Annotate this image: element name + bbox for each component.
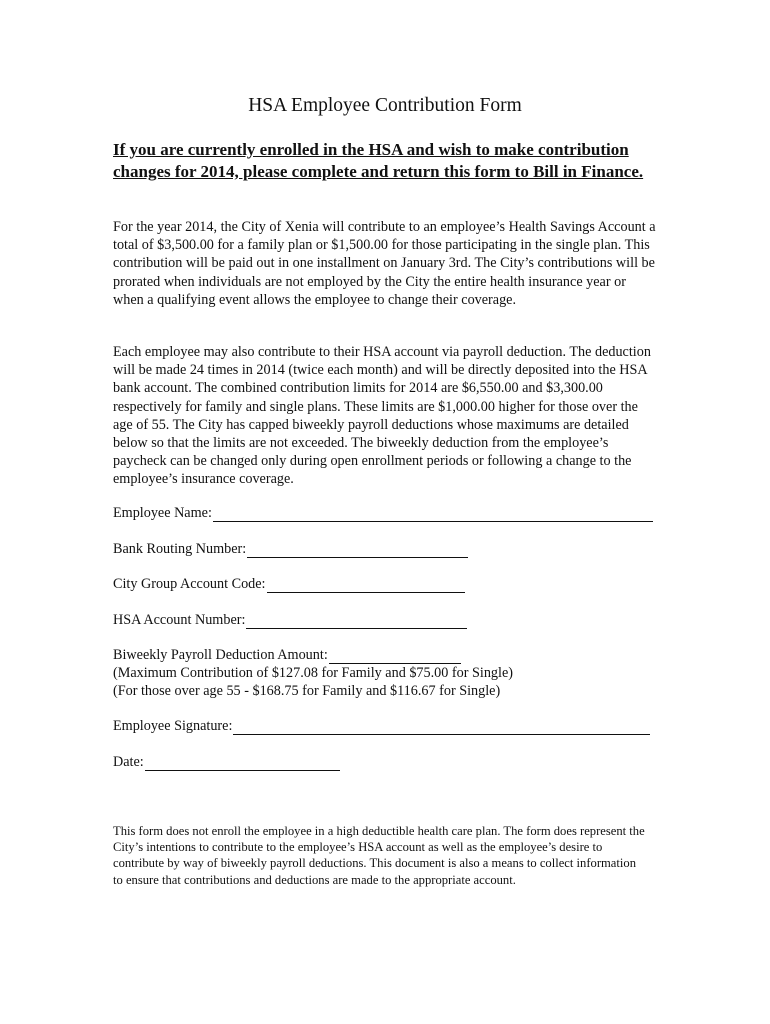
instruction-heading: If you are currently enrolled in the HSA and wish to make contribution changes for 2014, please complete and return this form to Bill in Finance. [113,140,644,181]
employee-signature-input-line[interactable] [233,720,650,735]
hsa-account-input-line[interactable] [246,614,467,629]
biweekly-deduction-label: Biweekly Payroll Deduction Amount: [113,647,328,663]
bank-routing-label: Bank Routing Number: [113,541,247,557]
date-input-line[interactable] [145,756,340,771]
form-title: HSA Employee Contribution Form [248,95,522,116]
hsa-account-field [113,611,467,629]
bank-routing-input-line[interactable] [247,543,468,558]
hsa-account-label: HSA Account Number: [113,612,246,628]
biweekly-deduction-field [113,646,461,664]
employee-name-input-line[interactable] [213,507,653,522]
date-label: Date: [113,754,144,770]
city-group-account-label: City Group Account Code: [113,576,266,592]
disclaimer-footer: This form does not enroll the employee in a high deductible health care plan. The form does represent the City’s intentions to contribute to the employee’s HSA account as well as the employee’s desire to contribute by way of biweekly payroll deductions. This document is also a means to collect information to ensure that contributions and deductions are made to the appropriate account. [113,824,645,887]
date-field [113,753,340,771]
bank-routing-field [113,540,468,558]
employee-signature-field [113,717,650,735]
city-group-account-input-line[interactable] [267,578,465,593]
biweekly-deduction-input-line[interactable] [329,649,461,664]
max-contribution-note: (Maximum Contribution of $127.08 for Family and $75.00 for Single) [113,665,513,681]
employee-name-field [113,504,653,522]
employee-name-label: Employee Name: [113,505,212,521]
payroll-deduction-paragraph: Each employee may also contribute to their HSA account via payroll deduction. The deduction will be made 24 times in 2014 (twice each month) and will be directly deposited into the HSA bank account. The combined contribution limits for 2014 are $6,550.00 and $3,300.00 respectively for family and single plans. These limits are $1,000.00 higher for those over the age of 55. The City has capped biweekly payroll deductions whose maximums are detailed below so that the limits are not exceeded. The biweekly deduction from the employee’s paycheck can be changed only during open enrollment periods or following a change to the employee’s insurance coverage. [113,344,651,488]
employee-signature-label: Employee Signature: [113,718,233,734]
employer-contribution-paragraph: For the year 2014, the City of Xenia will contribute to an employee’s Health Savings Account a total of $3,500.00 for a family plan or $1,500.00 for those participating in the single plan. This contribution will be paid out in one installment on January 3rd. The City’s contributions will be prorated when individuals are not employed by the City the entire health insurance year or when a qualifying event allows the employee to change their coverage. [113,219,656,308]
city-group-account-field [113,575,465,593]
over-55-contribution-note: (For those over age 55 - $168.75 for Family and $116.67 for Single) [113,683,501,699]
